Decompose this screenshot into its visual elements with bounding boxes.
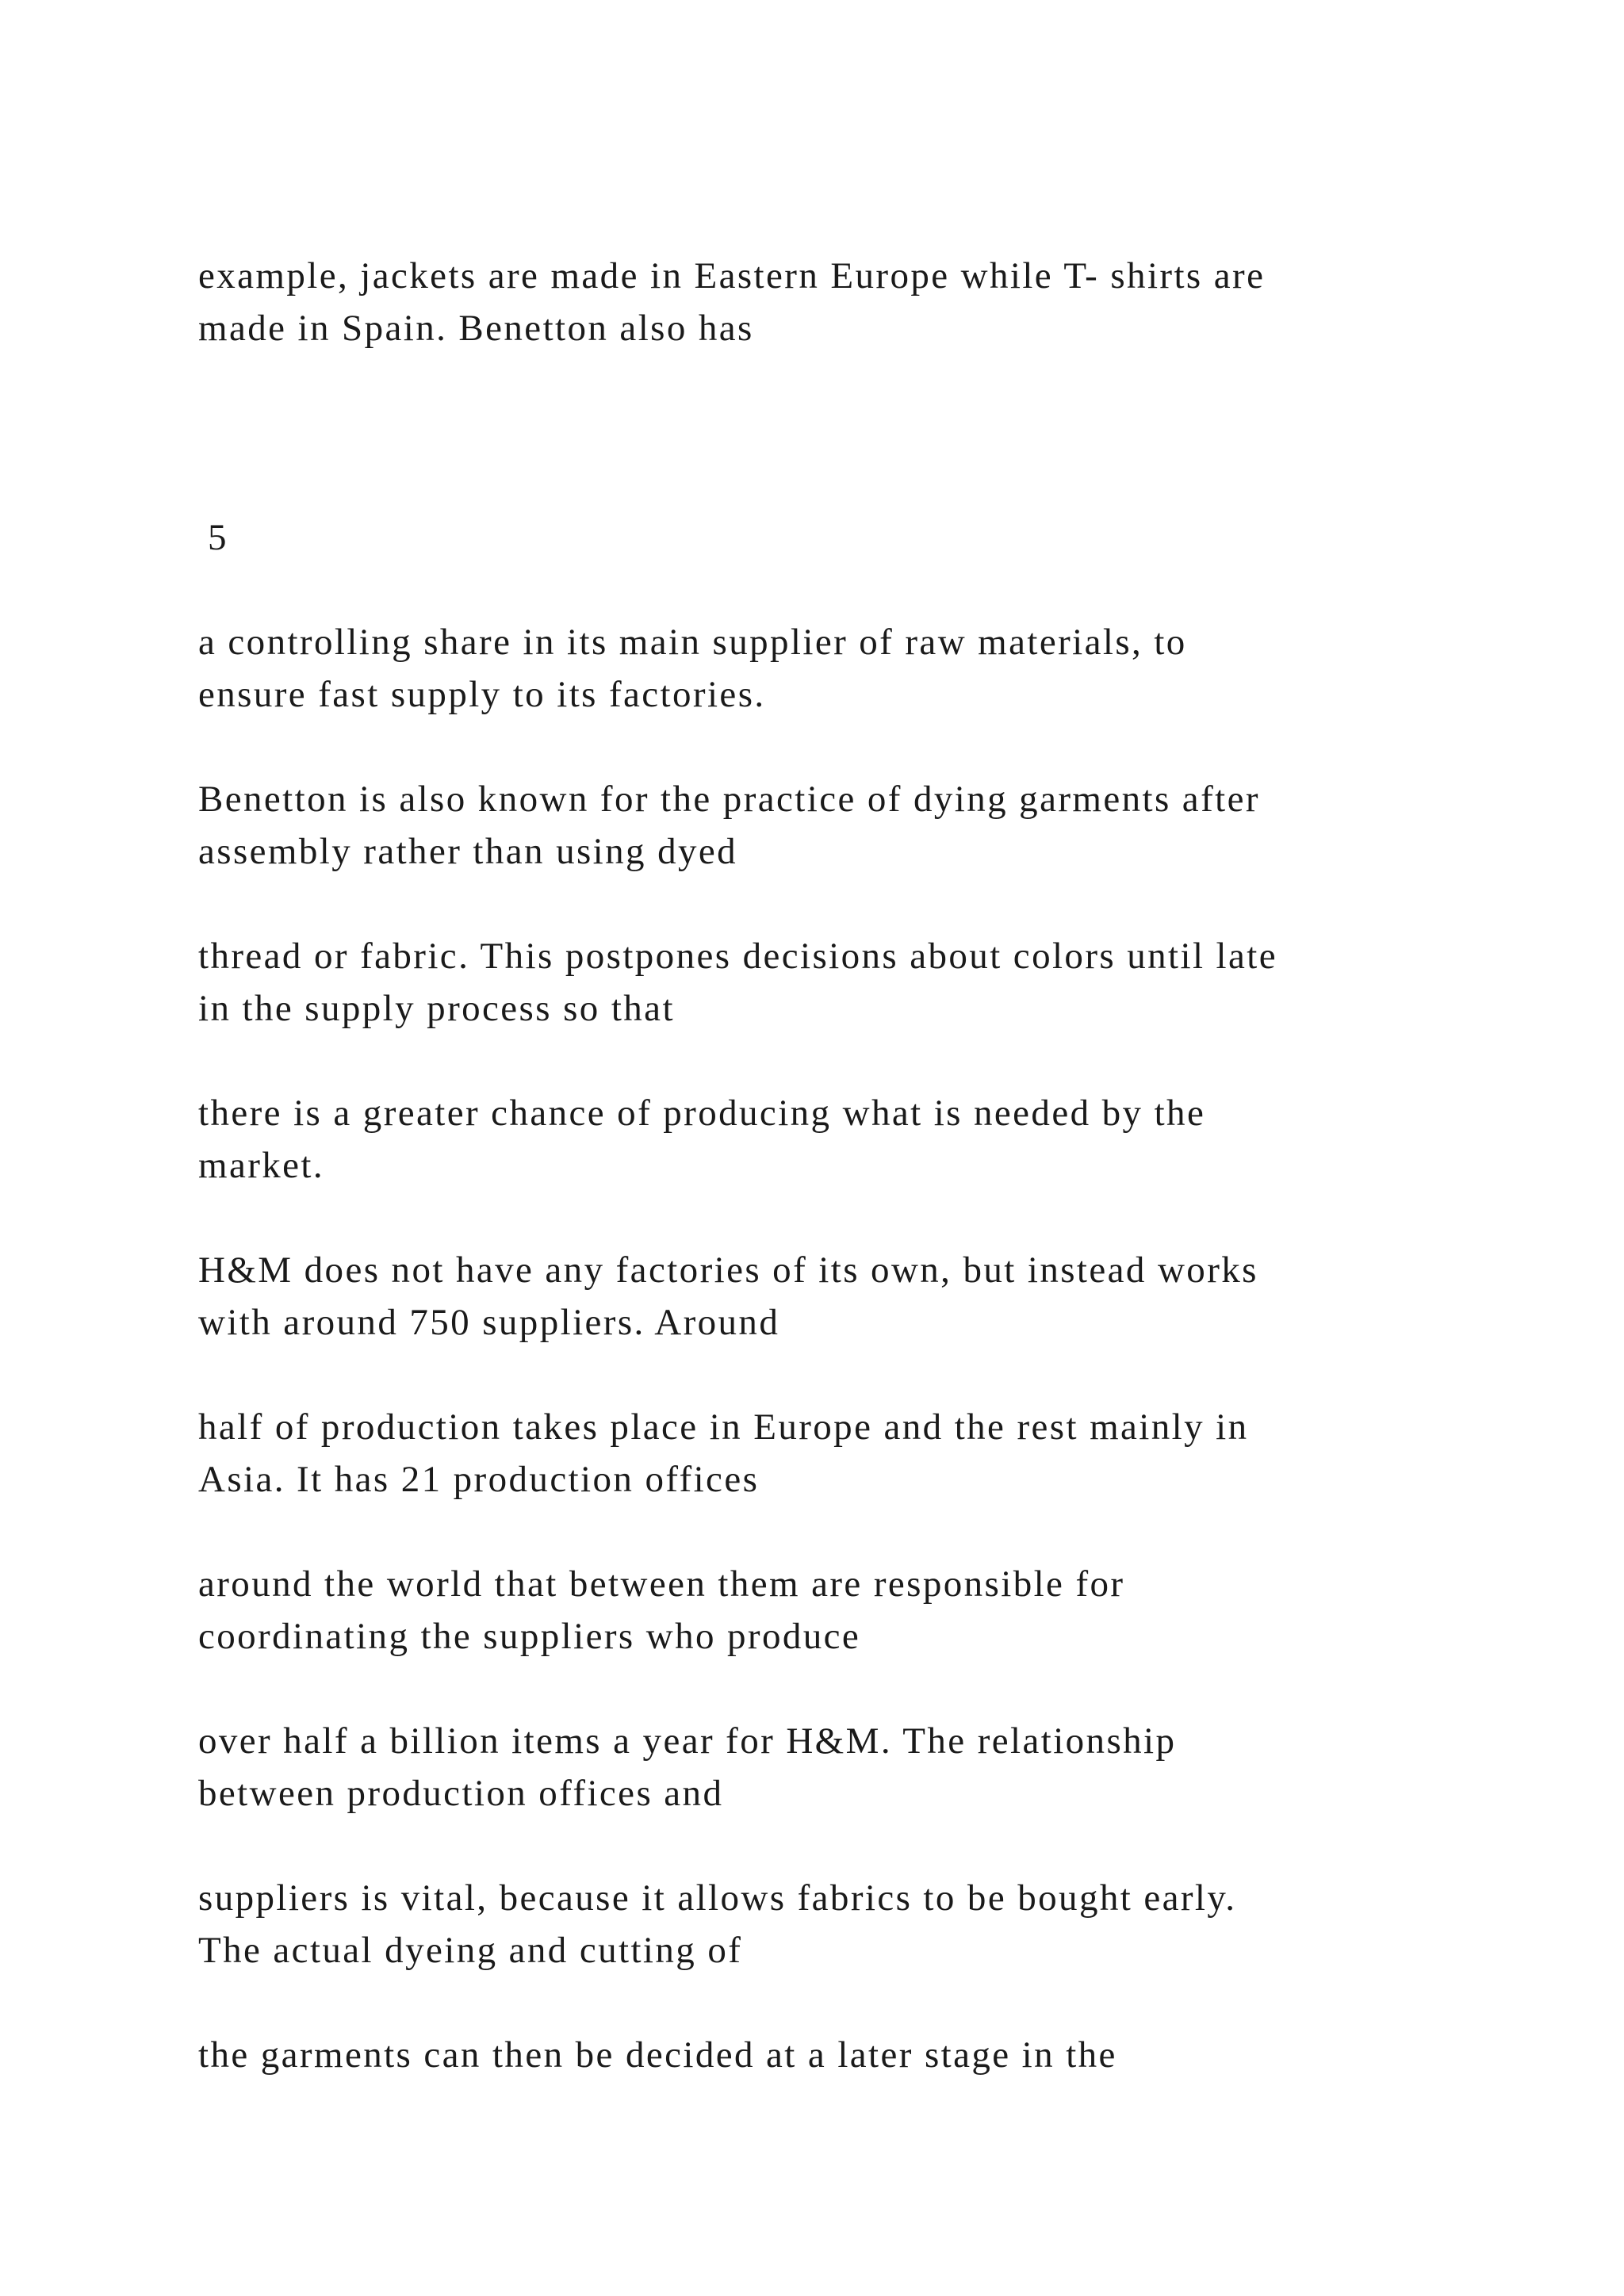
text-line: around the world that between them are responsible for bbox=[198, 1563, 1125, 1605]
text-line: made in Spain. Benetton also has bbox=[198, 308, 754, 349]
text-line: The actual dyeing and cutting of bbox=[198, 1930, 743, 1971]
text-line: Benetton is also known for the practice of dying garments after bbox=[198, 779, 1260, 820]
text-line: Asia. It has 21 production offices bbox=[198, 1459, 760, 1500]
text-line: example, jackets are made in Eastern Europe while T- shirts are bbox=[198, 255, 1266, 297]
text-line: a controlling share in its main supplier of raw materials, to bbox=[198, 622, 1187, 663]
page-number: 5 bbox=[208, 517, 228, 558]
text-line: half of production takes place in Europe and the rest mainly in bbox=[198, 1406, 1249, 1448]
text-line: with around 750 suppliers. Around bbox=[198, 1302, 780, 1343]
text-line: over half a billion items a year for H&M. The relationship bbox=[198, 1720, 1177, 1762]
text-line: H&M does not have any factories of its own, but instead works bbox=[198, 1249, 1258, 1291]
text-line: there is a greater chance of producing what is needed by the bbox=[198, 1093, 1206, 1134]
text-line: assembly rather than using dyed bbox=[198, 831, 738, 872]
text-line: between production offices and bbox=[198, 1773, 724, 1814]
text-line: thread or fabric. This postpones decisions about colors until late bbox=[198, 936, 1277, 977]
text-line: market. bbox=[198, 1145, 325, 1186]
text-line: coordinating the suppliers who produce bbox=[198, 1616, 861, 1657]
text-line: suppliers is vital, because it allows fabrics to be bought early. bbox=[198, 1877, 1237, 1919]
text-line: ensure fast supply to its factories. bbox=[198, 674, 766, 715]
text-line: in the supply process so that bbox=[198, 988, 675, 1029]
text-line: the garments can then be decided at a later stage in the bbox=[198, 2034, 1117, 2076]
